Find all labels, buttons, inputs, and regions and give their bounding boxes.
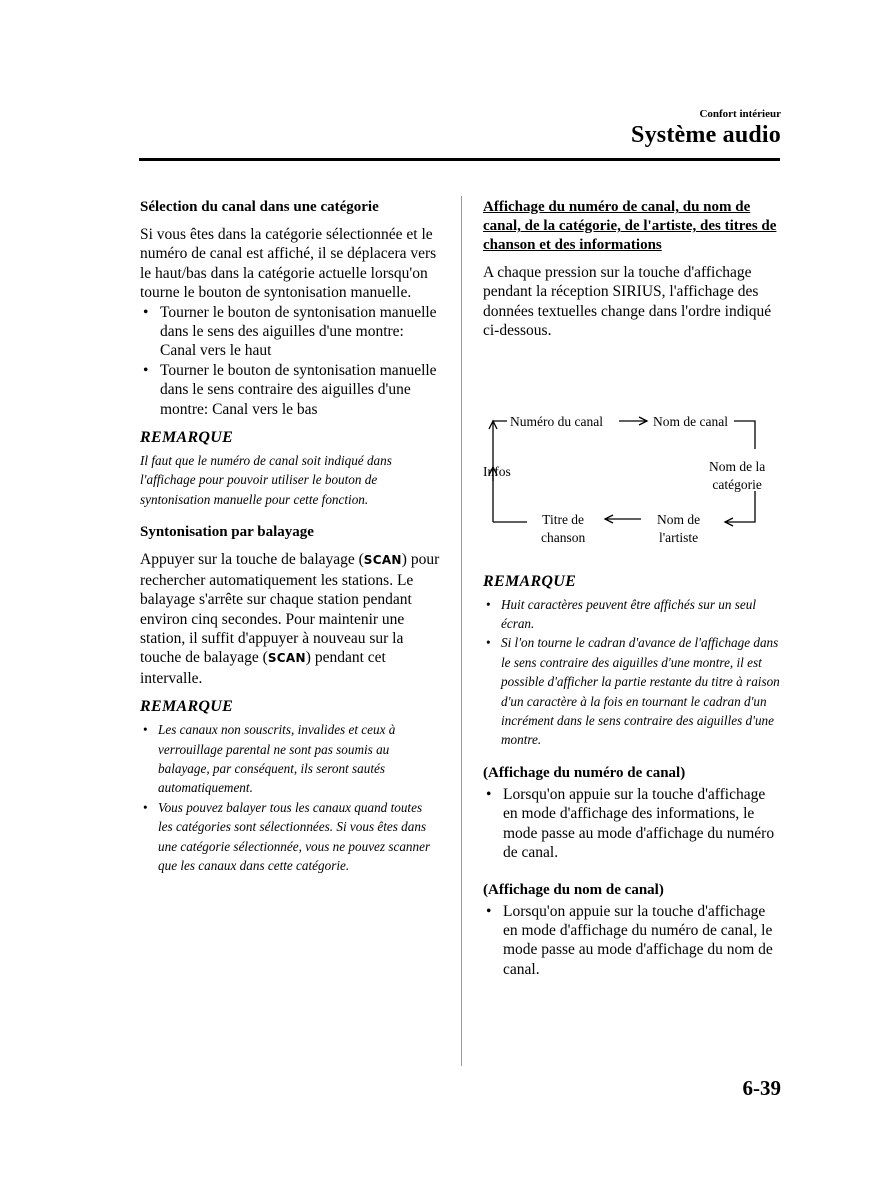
note-text: Il faut que le numéro de canal soit indiqué dans l'affichage pour pouvoir utiliser le bouton de syntonisation manuelle pour cette fonction.: [140, 453, 392, 507]
left-column: [140, 198, 440, 875]
bullet-list: [483, 785, 783, 863]
list-item: • Lorsqu'on appuie sur la touche d'affichage en mode d'affichage du numéro de canal, le mode passe au mode d'affichage du nom de canal.: [483, 902, 783, 980]
paragraph-scan-tuning: Appuyer sur la touche de balayage (SCAN) pour rechercher automatiquement les stations. Le balayage s'arrête sur chaque station pendant environ cinq secondes. Pour maintenir une station, il suffit d'appuyer à nouveau sur la touche de balayage (SCAN) pendant cet intervalle.: [140, 551, 440, 687]
heading-display-modes: Affichage du numéro de canal, du nom de canal, de la catégorie, de l'artiste, des titres de chanson et des informations: [483, 199, 777, 253]
label-song-title: Titre de chanson: [541, 511, 586, 545]
list-item: • Huit caractères peuvent être affichés sur un seul écran.: [483, 595, 783, 634]
display-cycle-diagram: [483, 397, 783, 545]
list-item: • Tourner le bouton de syntonisation manuelle dans le sens contraire des aiguilles d'une montre: Canal vers le bas: [140, 361, 440, 419]
label-channel-number: Numéro du canal: [510, 413, 603, 429]
right-column: [483, 198, 783, 979]
label-info: Infos: [483, 463, 511, 479]
note-title: REMARQUE: [140, 698, 234, 716]
header-rule: [139, 158, 780, 161]
scan-key-label: SCAN: [267, 651, 306, 666]
arrow-right-top: [734, 421, 755, 449]
note-title: REMARQUE: [140, 429, 234, 447]
note-list: [140, 720, 440, 875]
heading-scan-tuning: Syntonisation par balayage: [140, 524, 314, 541]
list-item: • Tourner le bouton de syntonisation manuelle dans le sens des aiguilles d'une montre: Canal vers le haut: [140, 303, 440, 361]
page-number: 6-39: [742, 1076, 781, 1100]
page-header-section: Confort intérieur: [699, 108, 781, 120]
list-item: • Si l'on tourne le cadran d'avance de l'affichage dans le sens contraire des aiguilles d'une montre, il est possible d'afficher la partie restante du titre à raison d'un caractère à la fois en tournant le cadran d'un incrément dans le sens contraire des aiguilles d'une montre.: [483, 633, 783, 749]
paragraph-display-modes: A chaque pression sur la touche d'affichage pendant la réception SIRIUS, l'affichage des données textuelles change dans l'ordre indiqué ci-dessous.: [483, 264, 772, 340]
bullet-list-tuning: [140, 303, 440, 419]
list-item: • Les canaux non souscrits, invalides et ceux à verrouillage parental ne sont pas soumis au balayage, par conséquent, ils seront sautés automatiquement.: [140, 720, 440, 798]
label-channel-name: Nom de canal: [653, 413, 728, 429]
bullet-list: [483, 902, 783, 980]
label-category: Nom de la catégorie: [709, 458, 766, 492]
heading-channel-number-display: (Affichage du numéro de canal): [483, 764, 686, 781]
note-list: [483, 595, 783, 750]
label-artist: Nom de l'artiste: [657, 511, 701, 545]
note-title: REMARQUE: [483, 572, 577, 590]
arrow-right-bottom: [725, 491, 755, 522]
heading-channel-name-display: (Affichage du nom de canal): [483, 881, 664, 898]
page-header-title: Système audio: [631, 122, 781, 148]
column-divider: [461, 196, 462, 1066]
scan-key-label: SCAN: [363, 553, 402, 568]
list-item: • Lorsqu'on appuie sur la touche d'affichage en mode d'affichage des informations, le mode passe au mode d'affichage du numéro de canal.: [483, 785, 783, 863]
list-item: • Vous pouvez balayer tous les canaux quand toutes les catégories sont sélectionnées. Si vous êtes dans une catégorie sélectionnée, vous ne pouvez scanner que les canaux dans cette catégorie.: [140, 798, 440, 876]
heading-channel-selection: Sélection du canal dans une catégorie: [140, 199, 379, 215]
paragraph-channel-selection: Si vous êtes dans la catégorie sélectionnée et le numéro de canal est affiché, il se déplacera vers le haut/bas dans la catégorie actuelle lorsqu'on tourne le bouton de syntonisation manuelle.: [140, 226, 437, 302]
